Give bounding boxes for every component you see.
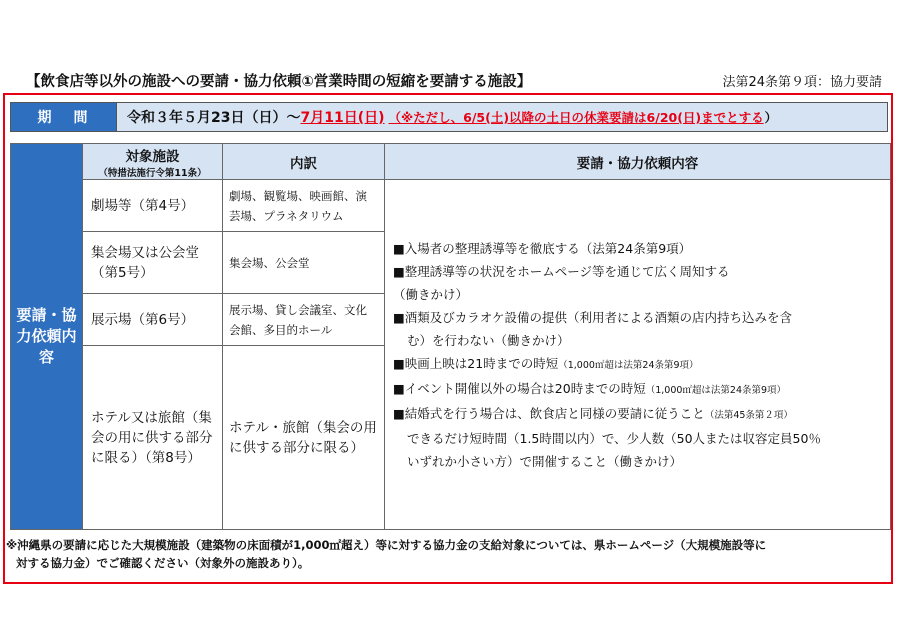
content-line <box>393 402 882 427</box>
content-line: できるだけ短時間（1.5時間以内）で、少人数（50人または収容定員50％ <box>407 430 821 446</box>
detail-cell: 集会場、公会堂 <box>223 232 385 294</box>
footnote <box>6 536 886 572</box>
content-line: ■酒類及びカラオケ設備の提供（利用者による酒類の店内持ち込みを含 <box>393 309 793 325</box>
facility-cell: 展示場（第6号） <box>83 294 223 346</box>
detail-cell: ホテル・旅館（集会の用に供する部分に限る） <box>223 346 385 530</box>
content-note: （法第45条第２項） <box>704 409 793 421</box>
header-content: 要請・協力依頼内容 <box>385 144 891 180</box>
side-label: 要請・協力依頼内容 <box>11 144 83 530</box>
content-text: ■映画上映は21時までの時短 <box>393 355 559 371</box>
period-start: 令和３年５月23日（日）～ <box>127 110 301 126</box>
detail-cell: 劇場、観覧場、映画館、演芸場、プラネタリウム <box>223 180 385 232</box>
header-detail: 内訳 <box>223 144 385 180</box>
footnote-line-1: ※沖縄県の要請に応じた大規模施設（建築物の床面積が1,000㎡超え）等に対する協力金の支給対象については、県ホームページ（大規模施設等に <box>6 538 767 552</box>
period-label: 期間 <box>11 103 117 131</box>
period-note: （※ただし、6/5(土)以降の土日の休業要請は6/20(日)までとする <box>388 110 764 125</box>
content-text: ■イベント開催以外の場合は20時までの時短 <box>393 380 646 396</box>
footnote-line-2: 対する協力金）でご確認ください（対象外の施設あり）。 <box>16 556 310 570</box>
period-row <box>10 102 888 132</box>
content-line: いずれか小さい方）で開催すること（働きかけ） <box>407 453 683 469</box>
content-line: む）を行わない（働きかけ） <box>407 332 570 348</box>
facility-table <box>10 143 891 530</box>
header-facility-sub: （特措法施行令第11条） <box>98 167 207 179</box>
law-reference: 法第24条第９項：協力要請 <box>722 75 882 90</box>
facility-cell: ホテル又は旅館（集会の用に供する部分に限る）（第8号） <box>83 346 223 530</box>
header-facility <box>83 144 223 180</box>
header <box>26 70 886 92</box>
facility-cell: 集会場又は公会堂（第5号） <box>83 232 223 294</box>
content-line: ■整理誘導等の状況をホームページ等を通じて広く周知する <box>393 263 730 279</box>
facility-cell: 劇場等（第4号） <box>83 180 223 232</box>
content-cell <box>385 180 891 530</box>
content-line <box>393 377 882 402</box>
period-end: 7月11日(日) <box>300 110 385 126</box>
content-line: （働きかけ） <box>393 286 469 302</box>
content-line <box>393 352 882 377</box>
page-title: 【飲食店等以外の施設への要請・協力依頼①営業時間の短縮を要請する施設】 <box>26 74 532 90</box>
detail-cell: 展示場、貸し会議室、文化会館、多目的ホール <box>223 294 385 346</box>
table-row <box>11 180 891 232</box>
content-line: ■入場者の整理誘導等を徹底する（法第24条第9項） <box>393 240 692 256</box>
content-note: （1,000㎡超は法第24条第9項） <box>558 359 699 371</box>
header-facility-label: 対象施設 <box>125 148 180 165</box>
period-value <box>117 103 887 131</box>
content-text: ■結婚式を行う場合は、飲食店と同様の要請に従うこと <box>393 405 705 421</box>
content-note: （1,000㎡超は法第24条第9項） <box>645 384 787 396</box>
period-note-close: ） <box>764 110 778 125</box>
